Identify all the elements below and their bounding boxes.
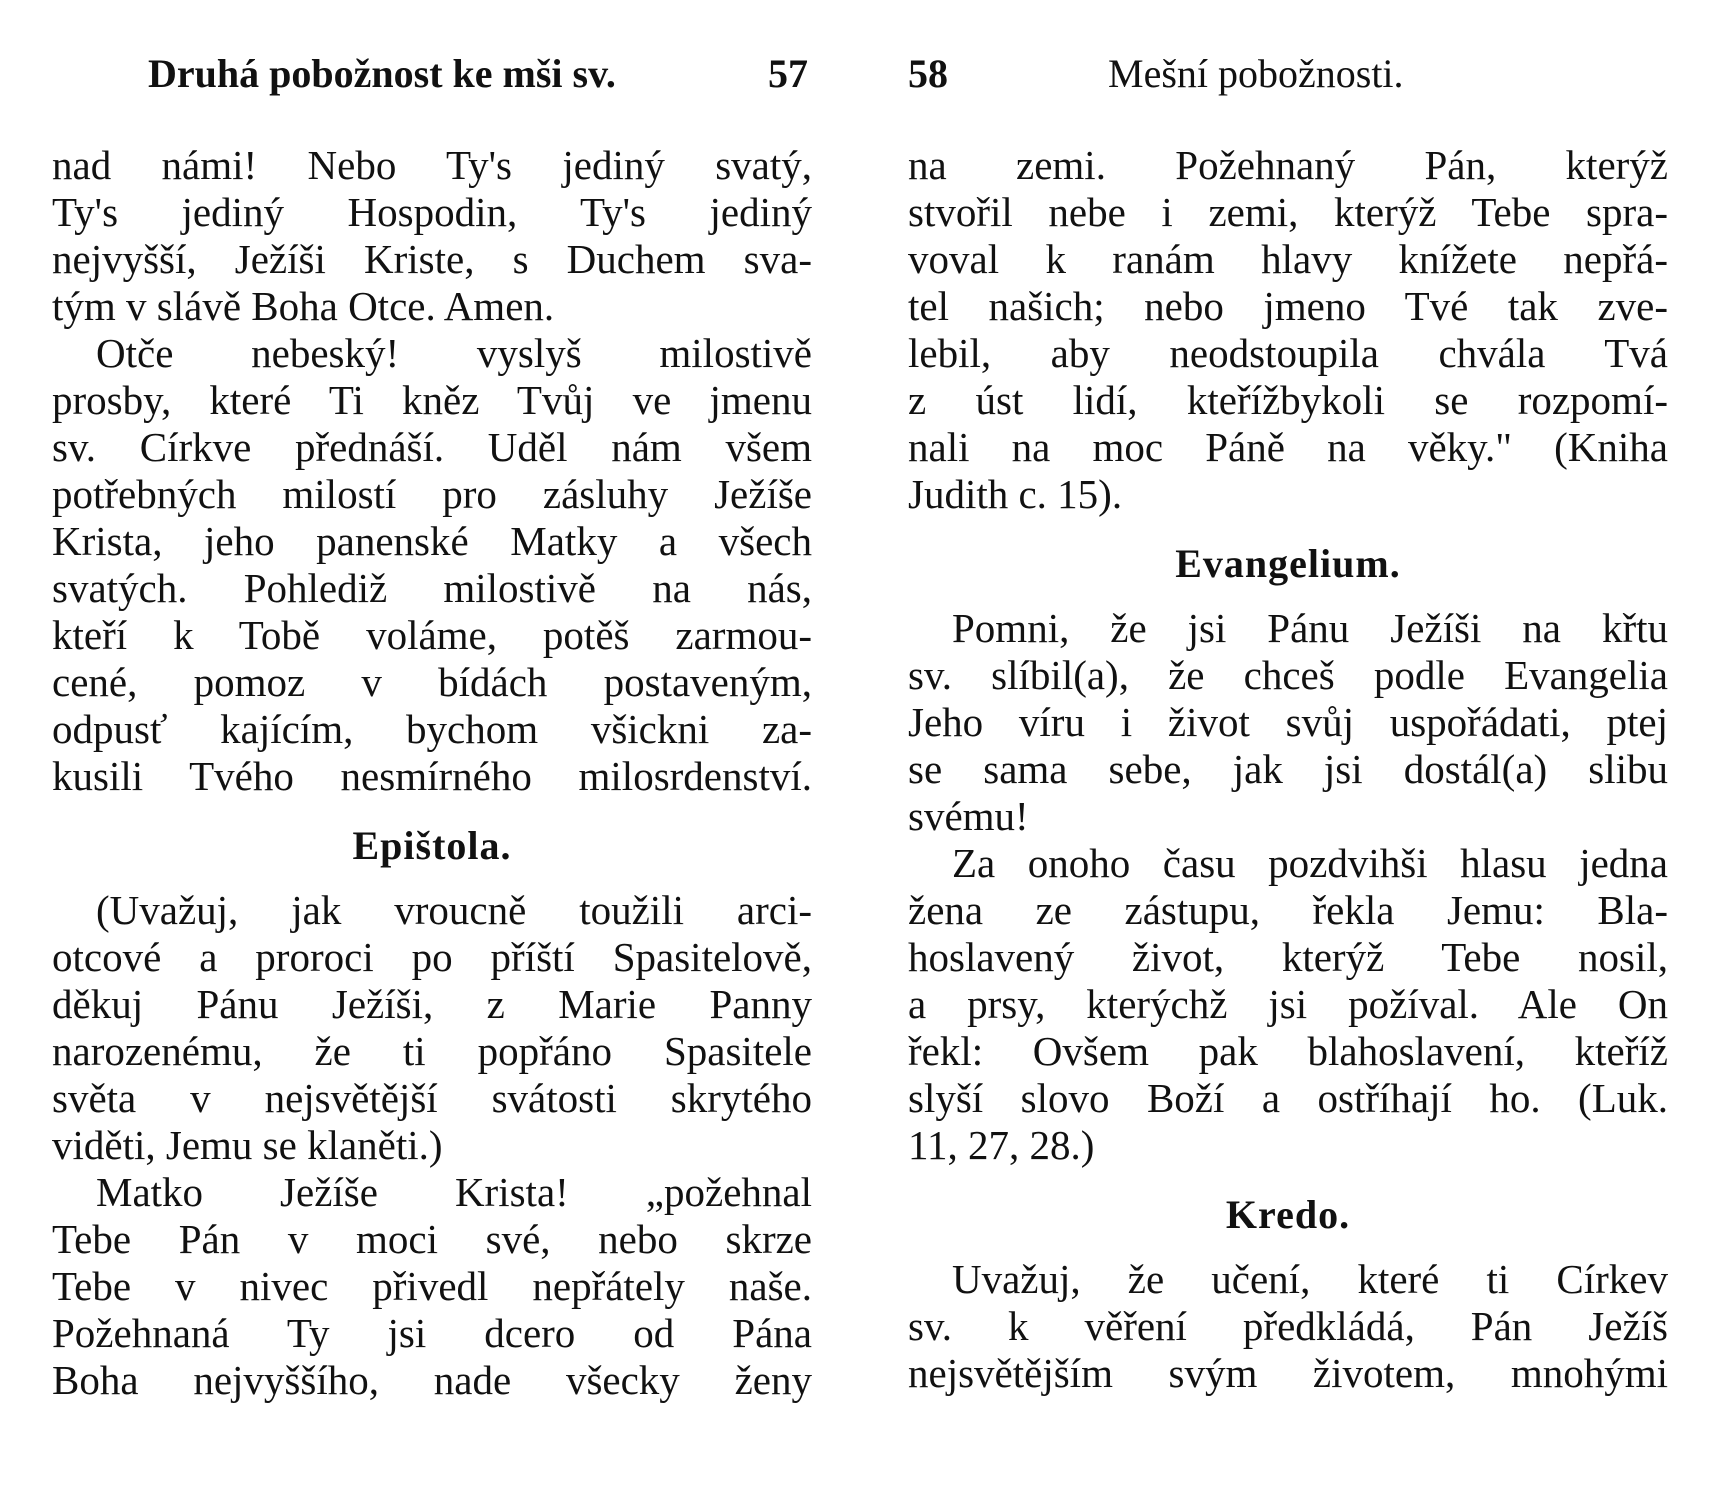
right-running-head xyxy=(908,50,1668,102)
left-page-number: 57 xyxy=(768,51,808,96)
text-line: hoslavený život, kterýž Tebe nosil, xyxy=(908,934,1668,980)
text-line: Uvažuj, že učení, které ti Církev xyxy=(952,1256,1668,1302)
text-line: světa v nejsvětější svátosti skrytého xyxy=(52,1075,812,1121)
text-line: nad námi! Nebo Ty's jediný svatý, xyxy=(52,142,812,188)
text-line: Jeho víru i život svůj uspořádati, ptej xyxy=(908,699,1668,745)
text-line: svatých. Pohlediž milostivě na nás, xyxy=(52,565,812,611)
text-line: Otče nebeský! vyslyš milostivě xyxy=(96,330,812,376)
text-line: slyší slovo Boží a ostříhají ho. (Luk. xyxy=(908,1075,1668,1121)
text-line: tel našich; nebo jmeno Tvé tak zve- xyxy=(908,283,1668,329)
text-line: voval k ranám hlavy knížete nepřá- xyxy=(908,236,1668,282)
text-line: prosby, které Ti kněz Tvůj ve jmenu xyxy=(52,377,812,423)
text-line: řekl: Ovšem pak blahoslavení, kteříž xyxy=(908,1028,1668,1074)
left-header-title: Druhá pobožnost ke mši sv. xyxy=(148,51,616,96)
text-line: viděti, Jemu se klaněti.) xyxy=(52,1122,443,1168)
text-line: 11, 27, 28.) xyxy=(908,1122,1095,1168)
text-line: Judith c. 15). xyxy=(908,471,1123,517)
text-line: odpusť kajícím, bychom všickni za- xyxy=(52,706,812,752)
section-heading: Epištola. xyxy=(352,823,512,868)
text-line: sv. Církve přednáší. Uděl nám všem xyxy=(52,424,812,470)
text-line: sv. slíbil(a), že chceš podle Evangelia xyxy=(908,652,1668,698)
text-line: Ty's jediný Hospodin, Ty's jediný xyxy=(52,189,812,235)
text-line: stvořil nebe i zemi, kterýž Tebe spra- xyxy=(908,189,1668,235)
text-line: nejvyšší, Ježíši Kriste, s Duchem sva- xyxy=(52,236,812,282)
left-body-text xyxy=(52,142,812,1404)
text-line: otcové a proroci po příští Spasitelově, xyxy=(52,934,812,980)
text-line: a prsy, kterýchž jsi požíval. Ale On xyxy=(908,981,1668,1027)
text-line: se sama sebe, jak jsi dostál(a) slibu xyxy=(908,746,1668,792)
text-line: Požehnaná Ty jsi dcero od Pána xyxy=(52,1310,812,1356)
text-line: na zemi. Požehnaný Pán, kterýž xyxy=(908,142,1668,188)
text-line: Tebe Pán v moci své, nebo skrze xyxy=(52,1216,812,1262)
right-header-title: Mešní pobožnosti. xyxy=(1108,51,1404,96)
text-line: z úst lidí, kteřížbykoli se rozpomí- xyxy=(908,377,1668,423)
left-page xyxy=(52,0,812,1500)
text-line: kteří k Tobě voláme, potěš zarmou- xyxy=(52,612,812,658)
left-running-head xyxy=(52,50,812,102)
text-line: sv. k věření předkládá, Pán Ježíš xyxy=(908,1303,1668,1349)
text-line: Pomni, že jsi Pánu Ježíši na křtu xyxy=(952,605,1668,651)
right-page xyxy=(908,0,1668,1500)
text-line: Boha nejvyššího, nade všecky ženy xyxy=(52,1357,812,1403)
text-line: Krista, jeho panenské Matky a všech xyxy=(52,518,812,564)
text-line: nali na moc Páně na věky." (Kniha xyxy=(908,424,1668,470)
text-line: Za onoho času pozdvihši hlasu jedna xyxy=(952,840,1668,886)
text-line: potřebných milostí pro zásluhy Ježíše xyxy=(52,471,812,517)
text-line: tým v slávě Boha Otce. Amen. xyxy=(52,283,555,329)
text-line: děkuj Pánu Ježíši, z Marie Panny xyxy=(52,981,812,1027)
text-line: nejsvětějším svým životem, mnohými xyxy=(908,1350,1668,1396)
text-line: žena ze zástupu, řekla Jemu: Bla- xyxy=(908,887,1668,933)
text-line: Matko Ježíše Krista! „požehnal xyxy=(96,1169,812,1215)
section-heading: Kredo. xyxy=(1225,1192,1351,1237)
text-line: Tebe v nivec přivedl nepřátely naše. xyxy=(52,1263,812,1309)
text-line: cené, pomoz v bídách postaveným, xyxy=(52,659,812,705)
text-line: svému! xyxy=(908,793,1029,839)
right-page-number: 58 xyxy=(908,51,948,96)
text-line: (Uvažuj, jak vroucně toužili arci- xyxy=(96,887,812,933)
text-line: kusili Tvého nesmírného milosrdenství. xyxy=(52,753,812,799)
section-heading: Evangelium. xyxy=(1175,541,1401,586)
text-line: narozenému, že ti popřáno Spasitele xyxy=(52,1028,812,1074)
text-line: lebil, aby neodstoupila chvála Tvá xyxy=(908,330,1668,376)
right-body-text xyxy=(908,142,1668,1397)
